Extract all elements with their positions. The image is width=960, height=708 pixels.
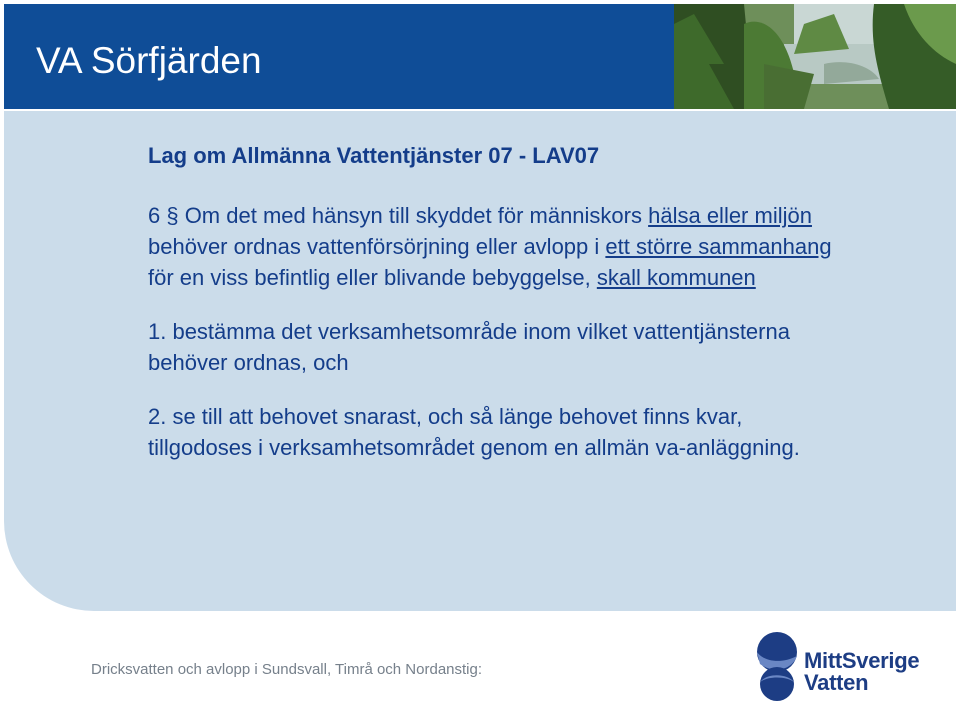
logo-text xyxy=(804,650,919,694)
p1-mid1: behöver ordnas vattenförsörjning eller avlopp i xyxy=(148,233,606,259)
paragraph-point-2: 2. se till att behovet snarast, och så länge behovet finns kvar, tillgodoses i verksamhetsområdet genom en allmän va-anläggning. xyxy=(148,403,800,460)
page-title: VA Sörfjärden xyxy=(36,40,262,81)
p1-prefix: 6 § Om det med hänsyn till skyddet för människors xyxy=(148,202,649,228)
paragraph-6 xyxy=(148,200,848,293)
link-skall-kommunen[interactable]: skall kommunen xyxy=(596,264,756,290)
link-halsa-miljon[interactable]: hälsa eller miljön xyxy=(648,202,812,228)
footer-text: Dricksvatten och avlopp i Sundsvall, Timrå och Nordanstig: xyxy=(91,661,483,678)
p1-mid2: för en viss befintlig eller blivande bebyggelse, xyxy=(148,264,597,290)
forest-lake-photo xyxy=(674,4,956,109)
logo-line2: Vatten xyxy=(804,670,869,695)
main-content xyxy=(148,140,848,463)
section-heading: Lag om Allmänna Vattentjänster 07 - LAV07 xyxy=(148,143,600,168)
header-bar xyxy=(4,4,674,109)
link-storre-sammanhang[interactable]: ett större sammanhang xyxy=(605,233,832,259)
logo-line1: MittSverige xyxy=(804,648,920,673)
paragraph-point-1: 1. bestämma det verksamhetsområde inom vilket vattentjänsterna behöver ordnas, och xyxy=(148,318,790,375)
